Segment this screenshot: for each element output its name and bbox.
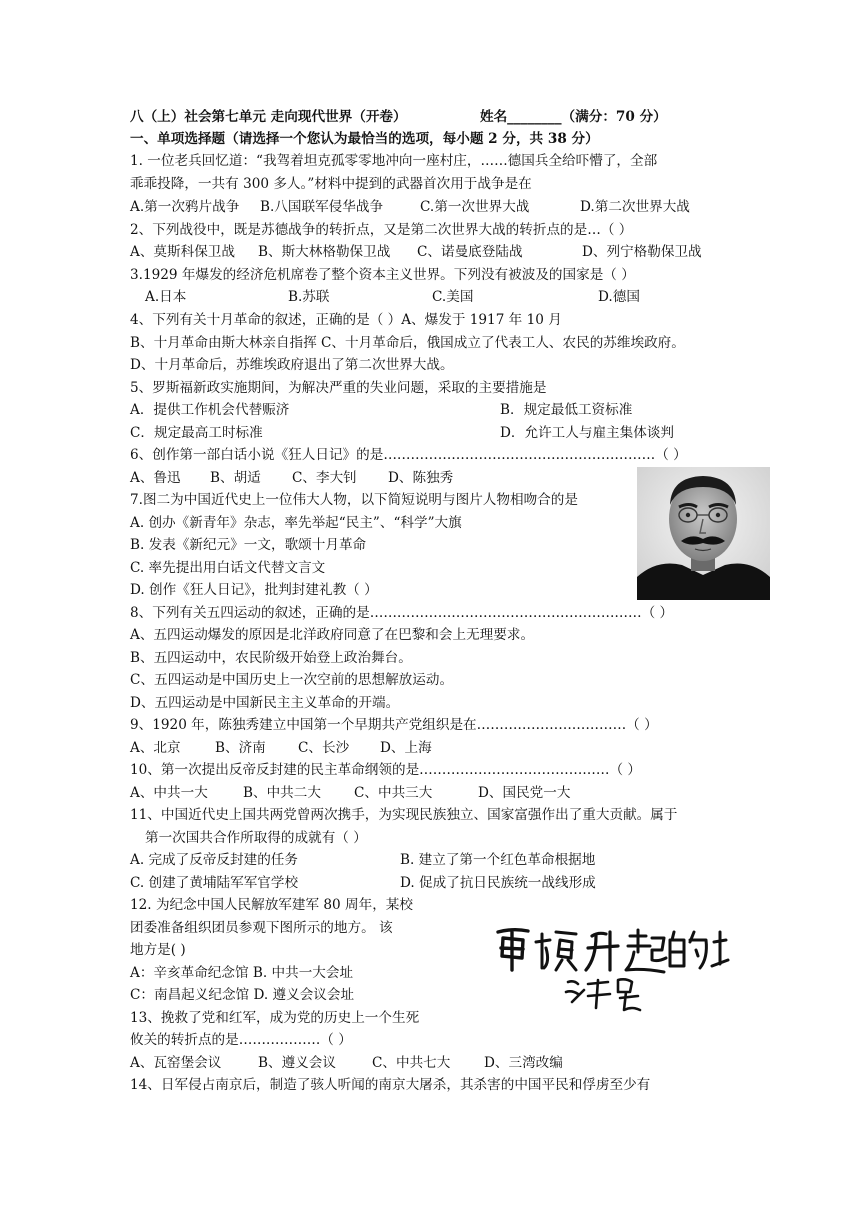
q9-option-c: C、长沙	[298, 740, 350, 756]
q11-stem-line1: 11、中国近代史上国共两党曾两次携手，为实现民族独立、国家富强作出了重大贡献。属于	[130, 807, 678, 823]
q3-option-b: B.苏联	[288, 289, 330, 305]
q2-option-d: D、列宁格勒保卫战	[582, 244, 702, 260]
q12-stem-line3: 地方是( )	[130, 942, 186, 958]
q11-stem-line2: 第一次国共合作所取得的成就有（ ）	[145, 830, 367, 846]
q8-option-b: B、五四运动中，农民阶级开始登上政治舞台。	[130, 650, 412, 666]
q6-option-d: D、陈独秀	[388, 470, 454, 486]
calligraphy-icon	[468, 918, 738, 1018]
q7-option-b: B. 发表《新纪元》一文，歌颂十月革命	[130, 537, 367, 553]
q13-option-b: B、遵义会议	[258, 1055, 336, 1071]
q1-stem-line1: 1. 一位老兵回忆道：“我驾着坦克孤零零地冲向一座村庄，……德国兵全给吓懵了，全部	[130, 153, 658, 169]
q7-option-a: A. 创办《新青年》杂志，率先举起“民主”、“科学”大旗	[130, 515, 462, 531]
q3-option-a: A.日本	[145, 289, 187, 305]
q5-option-d: D．允许工人与雇主集体谈判	[500, 425, 675, 441]
q4-option-d: D、十月革命后，苏维埃政府退出了第二次世界大战。	[130, 357, 454, 373]
q10-option-a: A、中共一大	[130, 785, 208, 801]
q9-option-d: D、上海	[380, 740, 432, 756]
q2-option-c: C、诺曼底登陆战	[417, 244, 523, 260]
name-field-label: 姓名________（满分：70 分）	[480, 109, 667, 125]
q10-option-d: D、国民党一大	[478, 785, 571, 801]
q2-option-b: B、斯大林格勒保卫战	[258, 244, 391, 260]
q10-option-b: B、中共二大	[243, 785, 321, 801]
q3-option-d: D.德国	[598, 289, 640, 305]
q10-option-c: C、中共三大	[354, 785, 433, 801]
q14-stem: 14、日军侵占南京后，制造了骇人听闻的南京大屠杀，其杀害的中国平民和俘虏至少有	[130, 1077, 651, 1093]
portrait-icon	[637, 467, 770, 600]
q11-option-a: A. 完成了反帝反封建的任务	[130, 852, 298, 868]
q8-option-c: C、五四运动是中国历史上一次空前的思想解放运动。	[130, 672, 454, 688]
q1-stem-line2: 乖乖投降，一共有 300 多人。”材料中提到的武器首次用于战争是在	[130, 176, 532, 192]
exam-title: 八（上）社会第七单元 走向现代世界（开卷）	[130, 109, 407, 125]
q8-option-d: D、五四运动是中国新民主主义革命的开端。	[130, 695, 400, 711]
q4-option-bc: B、十月革命由斯大林亲自指挥 C、十月革命后，俄国成立了代表工人、农民的苏维埃政府。	[130, 335, 685, 351]
q12-options-ab: A：辛亥革命纪念馆 B. 中共一大会址	[130, 965, 354, 981]
q4-stem: 4、下列有关十月革命的叙述，正确的是（ ）A、爆发于 1917 年 10 月	[130, 312, 562, 328]
q9-option-b: B、济南	[215, 740, 266, 756]
q1-option-b: B.八国联军侵华战争	[260, 199, 384, 215]
q13-option-c: C、中共七大	[372, 1055, 451, 1071]
q13-stem-line2: 攸关的转折点的是………………（ ）	[130, 1032, 352, 1048]
q6-option-b: B、胡适	[210, 470, 261, 486]
q7-stem: 7.图二为中国近代史上一位伟大人物，以下简短说明与图片人物相吻合的是	[130, 492, 578, 508]
q5-stem: 5、罗斯福新政实施期间，为解决严重的失业问题，采取的主要措施是	[130, 380, 547, 396]
q11-option-b: B. 建立了第一个红色革命根据地	[400, 852, 596, 868]
q13-option-a: A、瓦窑堡会议	[130, 1055, 222, 1071]
q2-option-a: A、莫斯科保卫战	[130, 244, 235, 260]
portrait-photo	[637, 467, 770, 600]
q12-stem-line2: 团委准备组织团员参观下图所示的地方。 该	[130, 920, 393, 936]
q12-stem-line1: 12. 为纪念中国人民解放军建军 80 周年，某校	[130, 897, 413, 913]
q13-stem-line1: 13、挽救了党和红军，成为党的历史上一个生死	[130, 1010, 420, 1026]
q1-option-c: C.第一次世界大战	[420, 199, 530, 215]
q5-option-c: C．规定最高工时标准	[130, 425, 263, 441]
q11-option-d: D. 促成了抗日民族统一战线形成	[400, 875, 596, 891]
calligraphy-image	[468, 918, 738, 1018]
q12-options-cd: C：南昌起义纪念馆 D. 遵义会议会址	[130, 987, 355, 1003]
q2-stem: 2、下列战役中，既是苏德战争的转折点，又是第二次世界大战的转折点的是…（ ）	[130, 222, 633, 238]
q11-option-c: C. 创建了黄埔陆军军官学校	[130, 875, 299, 891]
q8-option-a: A、五四运动爆发的原因是北洋政府同意了在巴黎和会上无理要求。	[130, 627, 535, 643]
q10-stem: 10、第一次提出反帝反封建的民主革命纲领的是……………………………………（ ）	[130, 762, 641, 778]
q1-option-d: D.第二次世界大战	[580, 199, 690, 215]
q6-stem: 6、创作第一部白话小说《狂人日记》的是……………………………………………………（ ）	[130, 447, 687, 463]
q3-stem: 3.1929 年爆发的经济危机席卷了整个资本主义世界。下列没有被波及的国家是（ ）	[130, 267, 635, 283]
section-heading: 一、单项选择题（请选择一个您认为最恰当的选项，每小题 2 分，共 38 分）	[130, 131, 599, 147]
q13-option-d: D、三湾改编	[484, 1055, 563, 1071]
q5-option-b: B．规定最低工资标准	[500, 402, 633, 418]
q9-option-a: A、北京	[130, 740, 181, 756]
q3-option-c: C.美国	[432, 289, 474, 305]
q1-option-a: A.第一次鸦片战争	[130, 199, 240, 215]
q6-option-a: A、鲁迅	[130, 470, 181, 486]
q7-option-c: C. 率先提出用白话文代替文言文	[130, 560, 326, 576]
q6-option-c: C、李大钊	[292, 470, 357, 486]
q7-option-d: D. 创作《狂人日记》，批判封建礼教（ ）	[130, 582, 378, 598]
q9-stem: 9、1920 年，陈独秀建立中国第一个早期共产党组织是在……………………………（ ）	[130, 717, 658, 733]
q5-option-a: A．提供工作机会代替赈济	[130, 402, 290, 418]
q8-stem: 8、下列有关五四运动的叙述，正确的是……………………………………………………（ ）	[130, 605, 674, 621]
